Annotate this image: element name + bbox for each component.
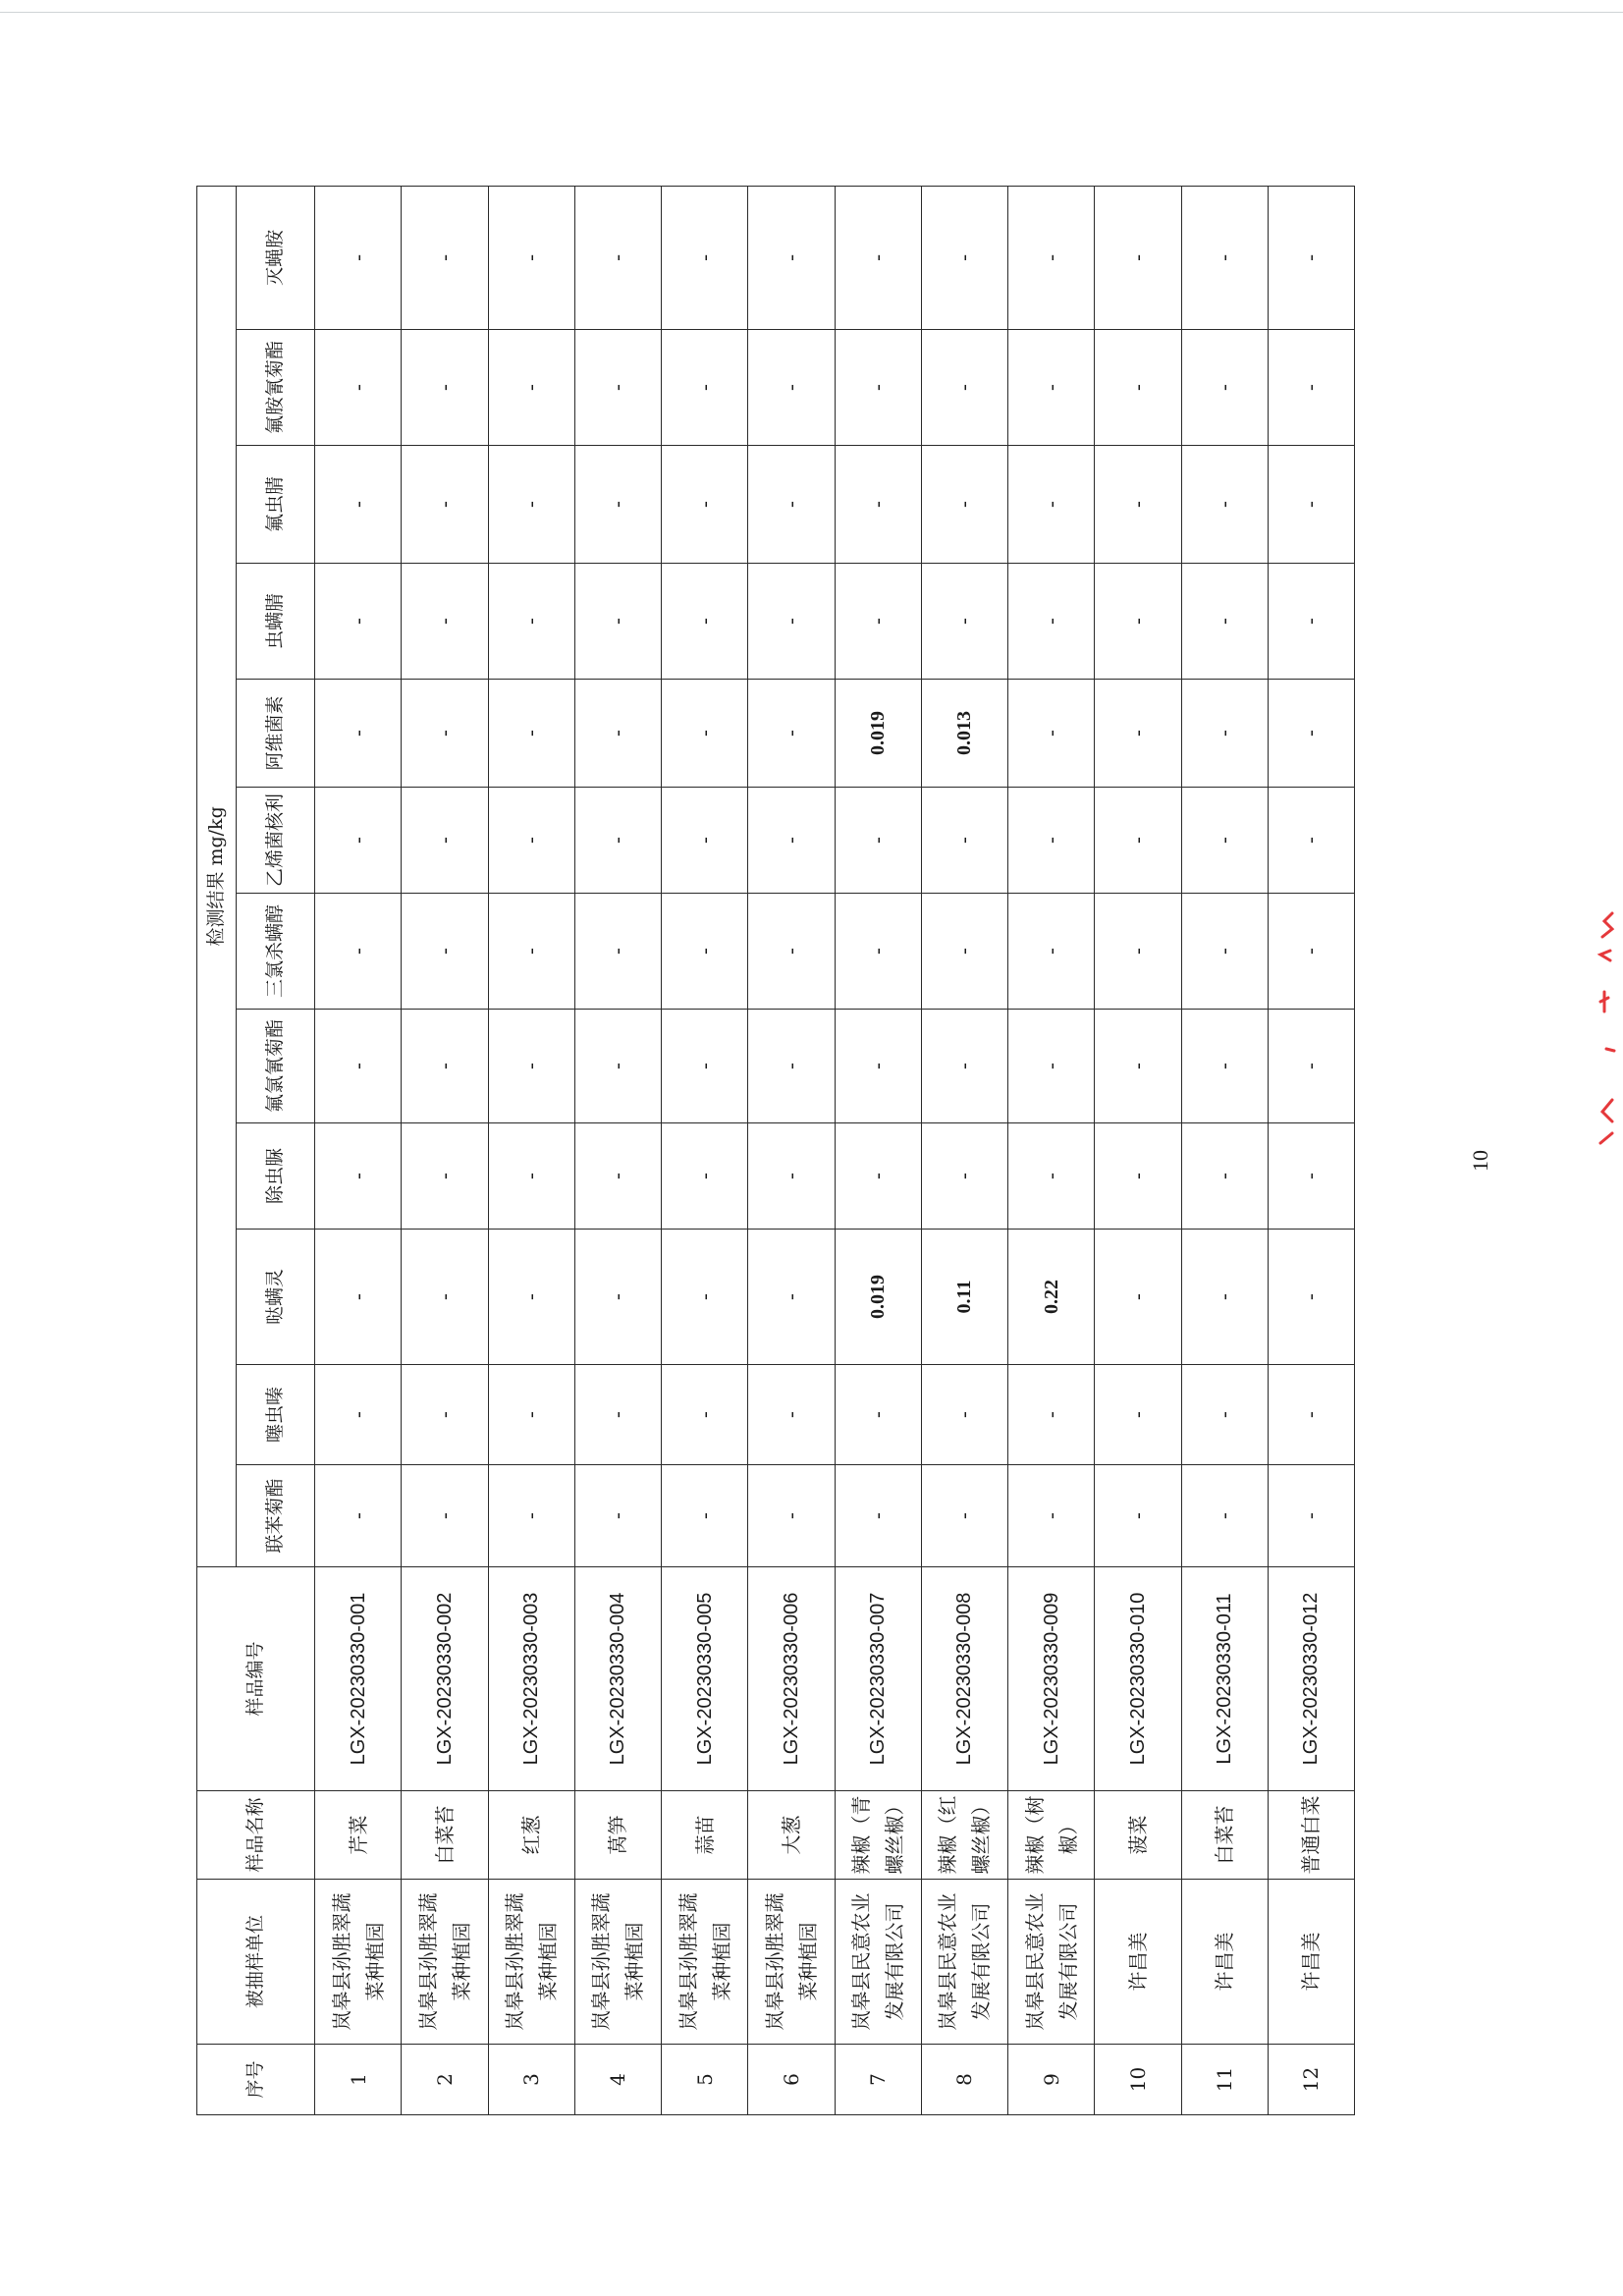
cell-sample-name: 莴笋 <box>574 1791 661 1880</box>
cell-seq: 8 <box>921 2045 1007 2115</box>
cell-result-value: - <box>1008 186 1095 329</box>
cell-result-value: - <box>1095 1230 1181 1365</box>
cell-result-value: - <box>1268 788 1354 894</box>
cell-result-value: - <box>662 1010 748 1123</box>
cell-sample-code: LGX-20230330-006 <box>748 1567 835 1791</box>
cell-result-value: - <box>488 1123 574 1230</box>
cell-result-value: - <box>488 894 574 1010</box>
cell-result-value: - <box>488 186 574 329</box>
cell-result-value: - <box>402 894 488 1010</box>
cell-result-value: - <box>748 1123 835 1230</box>
cell-result-value: - <box>835 446 921 564</box>
cell-result-value: - <box>402 186 488 329</box>
cell-sample-name: 白菜苔 <box>1181 1791 1268 1880</box>
cell-result-value: - <box>1181 680 1268 788</box>
cell-result-value: - <box>315 788 402 894</box>
cell-result-value: - <box>921 1365 1007 1465</box>
cell-result-value: 0.22 <box>1008 1230 1095 1365</box>
cell-result-value: - <box>1268 680 1354 788</box>
cell-result-value: - <box>402 1123 488 1230</box>
header-sample-name: 样品名称 <box>197 1791 315 1880</box>
cell-result-value: - <box>1008 788 1095 894</box>
cell-result-value: - <box>488 1365 574 1465</box>
cell-seq: 6 <box>748 2045 835 2115</box>
header-sample-code: 样品编号 <box>197 1567 315 1791</box>
cell-result-value: - <box>662 788 748 894</box>
cell-result-value: - <box>1095 788 1181 894</box>
cell-result-value: - <box>835 564 921 680</box>
header-analyte: 哒螨灵 <box>237 1230 315 1365</box>
cell-unit: 岚皋县孙胜翠蔬菜种植园 <box>574 1880 661 2045</box>
landscape-table-frame <box>196 189 1355 2115</box>
cell-result-value: - <box>1268 564 1354 680</box>
cell-result-value: - <box>748 446 835 564</box>
cell-result-value: - <box>662 894 748 1010</box>
cell-seq: 4 <box>574 2045 661 2115</box>
cell-result-value: - <box>402 564 488 680</box>
cell-result-value: - <box>488 788 574 894</box>
cell-result-value: - <box>1095 186 1181 329</box>
header-analyte: 三氯杀螨醇 <box>237 894 315 1010</box>
cell-result-value: - <box>315 894 402 1010</box>
cell-result-value: - <box>574 446 661 564</box>
cell-result-value: - <box>1181 1230 1268 1365</box>
cell-result-value: - <box>574 1010 661 1123</box>
cell-result-value: - <box>574 1230 661 1365</box>
header-analyte: 虫螨腈 <box>237 564 315 680</box>
table-row <box>748 186 835 2114</box>
cell-unit: 许昌美 <box>1268 1880 1354 2045</box>
cell-result-value: - <box>1268 1230 1354 1365</box>
page-number: 10 <box>1468 1150 1492 1172</box>
cell-result-value: - <box>748 564 835 680</box>
cell-sample-name: 辣椒（树椒） <box>1008 1791 1095 1880</box>
cell-result-value: - <box>1095 1010 1181 1123</box>
top-border-line <box>0 12 1623 13</box>
cell-result-value: - <box>402 330 488 446</box>
cell-result-value: - <box>921 788 1007 894</box>
header-analyte: 氟胺氰菊酯 <box>237 330 315 446</box>
cell-result-value: - <box>1008 330 1095 446</box>
cell-unit: 许昌美 <box>1095 1880 1181 2045</box>
cell-result-value: - <box>315 680 402 788</box>
cell-result-value: - <box>315 1230 402 1365</box>
cell-result-value: - <box>1268 894 1354 1010</box>
cell-seq: 1 <box>315 2045 402 2115</box>
cell-result-value: - <box>402 446 488 564</box>
cell-result-value: - <box>748 788 835 894</box>
cell-result-value: - <box>1008 1365 1095 1465</box>
cell-result-value: - <box>1008 446 1095 564</box>
cell-sample-name: 大葱 <box>748 1791 835 1880</box>
cell-result-value: - <box>315 1365 402 1465</box>
cell-result-value: - <box>921 894 1007 1010</box>
header-analyte: 除虫脲 <box>237 1123 315 1230</box>
header-seq: 序号 <box>197 2045 315 2115</box>
cell-result-value: - <box>748 1365 835 1465</box>
cell-result-value: - <box>1181 564 1268 680</box>
cell-result-value: - <box>1095 446 1181 564</box>
cell-sample-name: 白菜苔 <box>402 1791 488 1880</box>
cell-result-value: - <box>1008 894 1095 1010</box>
table-row <box>835 186 921 2114</box>
cell-seq: 12 <box>1268 2045 1354 2115</box>
cell-result-value: - <box>402 1230 488 1365</box>
cell-result-value: - <box>835 330 921 446</box>
header-analyte: 联苯菊酯 <box>237 1465 315 1567</box>
cell-result-value: - <box>835 1123 921 1230</box>
cell-result-value: - <box>1095 330 1181 446</box>
header-unit: 被抽样单位 <box>197 1880 315 2045</box>
cell-result-value: - <box>1008 1010 1095 1123</box>
cell-result-value: - <box>488 1230 574 1365</box>
red-seal-stamp-fragment <box>1589 903 1618 1159</box>
cell-unit: 岚皋县孙胜翠蔬菜种植园 <box>402 1880 488 2045</box>
cell-result-value: - <box>921 1010 1007 1123</box>
cell-result-value: 0.013 <box>921 680 1007 788</box>
cell-result-value: - <box>1008 564 1095 680</box>
cell-result-value: - <box>402 1465 488 1567</box>
cell-result-value: - <box>748 680 835 788</box>
cell-result-value: - <box>662 1465 748 1567</box>
cell-sample-code: LGX-20230330-008 <box>921 1567 1007 1791</box>
cell-result-value: - <box>315 446 402 564</box>
cell-result-value: - <box>1181 1010 1268 1123</box>
cell-seq: 5 <box>662 2045 748 2115</box>
cell-result-value: - <box>574 1465 661 1567</box>
cell-result-value: - <box>315 1465 402 1567</box>
cell-result-value: - <box>1095 1465 1181 1567</box>
cell-unit: 岚皋县孙胜翠蔬菜种植园 <box>662 1880 748 2045</box>
cell-result-value: - <box>1268 446 1354 564</box>
cell-result-value: - <box>835 186 921 329</box>
cell-result-value: - <box>488 330 574 446</box>
cell-result-value: - <box>574 788 661 894</box>
cell-result-value: - <box>1008 1123 1095 1230</box>
cell-seq: 11 <box>1181 2045 1268 2115</box>
cell-sample-code: LGX-20230330-004 <box>574 1567 661 1791</box>
cell-result-value: - <box>574 894 661 1010</box>
cell-result-value: - <box>835 894 921 1010</box>
header-analyte: 灭蝇胺 <box>237 186 315 329</box>
cell-result-value: - <box>574 680 661 788</box>
cell-seq: 2 <box>402 2045 488 2115</box>
cell-result-value: - <box>748 1465 835 1567</box>
cell-seq: 10 <box>1095 2045 1181 2115</box>
cell-result-value: - <box>921 564 1007 680</box>
cell-result-value: - <box>662 330 748 446</box>
cell-result-value: - <box>835 1010 921 1123</box>
cell-result-value: - <box>1181 1365 1268 1465</box>
cell-sample-code: LGX-20230330-007 <box>835 1567 921 1791</box>
cell-result-value: - <box>748 1010 835 1123</box>
cell-sample-code: LGX-20230330-011 <box>1181 1567 1268 1791</box>
header-row-group <box>197 186 237 2114</box>
header-results-group: 检测结果 mg/kg <box>197 186 237 1566</box>
cell-unit: 岚皋县孙胜翠蔬菜种植园 <box>488 1880 574 2045</box>
cell-result-value: - <box>315 1123 402 1230</box>
cell-result-value: - <box>921 330 1007 446</box>
cell-result-value: - <box>574 1365 661 1465</box>
cell-result-value: 0.11 <box>921 1230 1007 1365</box>
cell-result-value: - <box>1268 186 1354 329</box>
table-row <box>1181 186 1268 2114</box>
cell-result-value: - <box>402 1010 488 1123</box>
cell-unit: 岚皋县孙胜翠蔬菜种植园 <box>748 1880 835 2045</box>
cell-result-value: - <box>488 1465 574 1567</box>
cell-result-value: - <box>662 564 748 680</box>
table-row <box>1095 186 1181 2114</box>
table-header <box>197 186 315 2114</box>
cell-result-value: - <box>1268 1010 1354 1123</box>
cell-result-value: - <box>1268 330 1354 446</box>
cell-sample-code: LGX-20230330-010 <box>1095 1567 1181 1791</box>
cell-result-value: - <box>835 1365 921 1465</box>
cell-sample-name: 蒜苗 <box>662 1791 748 1880</box>
cell-result-value: - <box>662 680 748 788</box>
cell-sample-name: 辣椒（红螺丝椒） <box>921 1791 1007 1880</box>
cell-result-value: - <box>662 1230 748 1365</box>
rotated-table-wrapper <box>196 189 1355 2115</box>
cell-result-value: - <box>1181 330 1268 446</box>
cell-result-value: - <box>315 564 402 680</box>
header-analyte: 氟氯氰菊酯 <box>237 1010 315 1123</box>
cell-sample-name: 普通白菜 <box>1268 1791 1354 1880</box>
cell-sample-name: 红葱 <box>488 1791 574 1880</box>
cell-unit: 岚皋县孙胜翠蔬菜种植园 <box>315 1880 402 2045</box>
cell-sample-name: 菠菜 <box>1095 1791 1181 1880</box>
cell-result-value: - <box>488 1010 574 1123</box>
cell-sample-code: LGX-20230330-005 <box>662 1567 748 1791</box>
cell-result-value: - <box>402 1365 488 1465</box>
cell-result-value: - <box>574 330 661 446</box>
cell-result-value: - <box>662 1123 748 1230</box>
cell-result-value: - <box>662 186 748 329</box>
cell-result-value: - <box>1181 1123 1268 1230</box>
cell-result-value: - <box>574 564 661 680</box>
cell-sample-code: LGX-20230330-002 <box>402 1567 488 1791</box>
table-row <box>574 186 661 2114</box>
cell-result-value: - <box>402 788 488 894</box>
cell-result-value: - <box>315 330 402 446</box>
cell-result-value: - <box>1181 894 1268 1010</box>
cell-result-value: - <box>1268 1365 1354 1465</box>
header-analyte: 乙烯菌核利 <box>237 788 315 894</box>
header-analyte: 氟虫腈 <box>237 446 315 564</box>
cell-result-value: - <box>748 186 835 329</box>
cell-result-value: - <box>748 1230 835 1365</box>
cell-result-value: - <box>662 446 748 564</box>
cell-result-value: - <box>1095 1365 1181 1465</box>
cell-result-value: - <box>835 1465 921 1567</box>
header-analyte: 阿维菌素 <box>237 680 315 788</box>
cell-seq: 7 <box>835 2045 921 2115</box>
pesticide-results-table <box>196 186 1355 2115</box>
cell-unit: 岚皋县民意农业发展有限公司 <box>835 1880 921 2045</box>
cell-result-value: - <box>835 788 921 894</box>
cell-result-value: - <box>1095 680 1181 788</box>
cell-sample-code: LGX-20230330-009 <box>1008 1567 1095 1791</box>
cell-result-value: - <box>1181 788 1268 894</box>
cell-result-value: - <box>574 1123 661 1230</box>
cell-result-value: - <box>1095 894 1181 1010</box>
cell-result-value: - <box>1008 1465 1095 1567</box>
table-row <box>921 186 1007 2114</box>
cell-result-value: - <box>1268 1123 1354 1230</box>
cell-sample-code: LGX-20230330-001 <box>315 1567 402 1791</box>
cell-result-value: - <box>488 564 574 680</box>
table-row <box>662 186 748 2114</box>
cell-result-value: - <box>1181 446 1268 564</box>
cell-result-value: - <box>315 1010 402 1123</box>
cell-seq: 3 <box>488 2045 574 2115</box>
cell-sample-code: LGX-20230330-003 <box>488 1567 574 1791</box>
cell-result-value: - <box>748 330 835 446</box>
cell-result-value: - <box>662 1365 748 1465</box>
cell-result-value: - <box>488 446 574 564</box>
table-row <box>1268 186 1354 2114</box>
table-row <box>315 186 402 2114</box>
table-body <box>315 186 1355 2114</box>
cell-result-value: - <box>921 446 1007 564</box>
cell-result-value: - <box>748 894 835 1010</box>
cell-unit: 岚皋县民意农业发展有限公司 <box>1008 1880 1095 2045</box>
table-row <box>1008 186 1095 2114</box>
cell-sample-name: 芹菜 <box>315 1791 402 1880</box>
cell-result-value: - <box>921 1465 1007 1567</box>
cell-result-value: - <box>488 680 574 788</box>
cell-sample-name: 辣椒（青螺丝椒） <box>835 1791 921 1880</box>
table-row <box>402 186 488 2114</box>
cell-result-value: - <box>402 680 488 788</box>
header-analyte: 噻虫嗪 <box>237 1365 315 1465</box>
cell-seq: 9 <box>1008 2045 1095 2115</box>
cell-result-value: - <box>1181 1465 1268 1567</box>
cell-result-value: - <box>315 186 402 329</box>
cell-sample-code: LGX-20230330-012 <box>1268 1567 1354 1791</box>
cell-result-value: - <box>921 186 1007 329</box>
table-row <box>488 186 574 2114</box>
cell-result-value: - <box>1181 186 1268 329</box>
cell-result-value: - <box>1268 1465 1354 1567</box>
cell-result-value: - <box>1095 1123 1181 1230</box>
cell-result-value: 0.019 <box>835 680 921 788</box>
cell-unit: 许昌美 <box>1181 1880 1268 2045</box>
cell-result-value: - <box>574 186 661 329</box>
cell-unit: 岚皋县民意农业发展有限公司 <box>921 1880 1007 2045</box>
cell-result-value: - <box>1095 564 1181 680</box>
cell-result-value: - <box>1008 680 1095 788</box>
cell-result-value: - <box>921 1123 1007 1230</box>
cell-result-value: 0.019 <box>835 1230 921 1365</box>
